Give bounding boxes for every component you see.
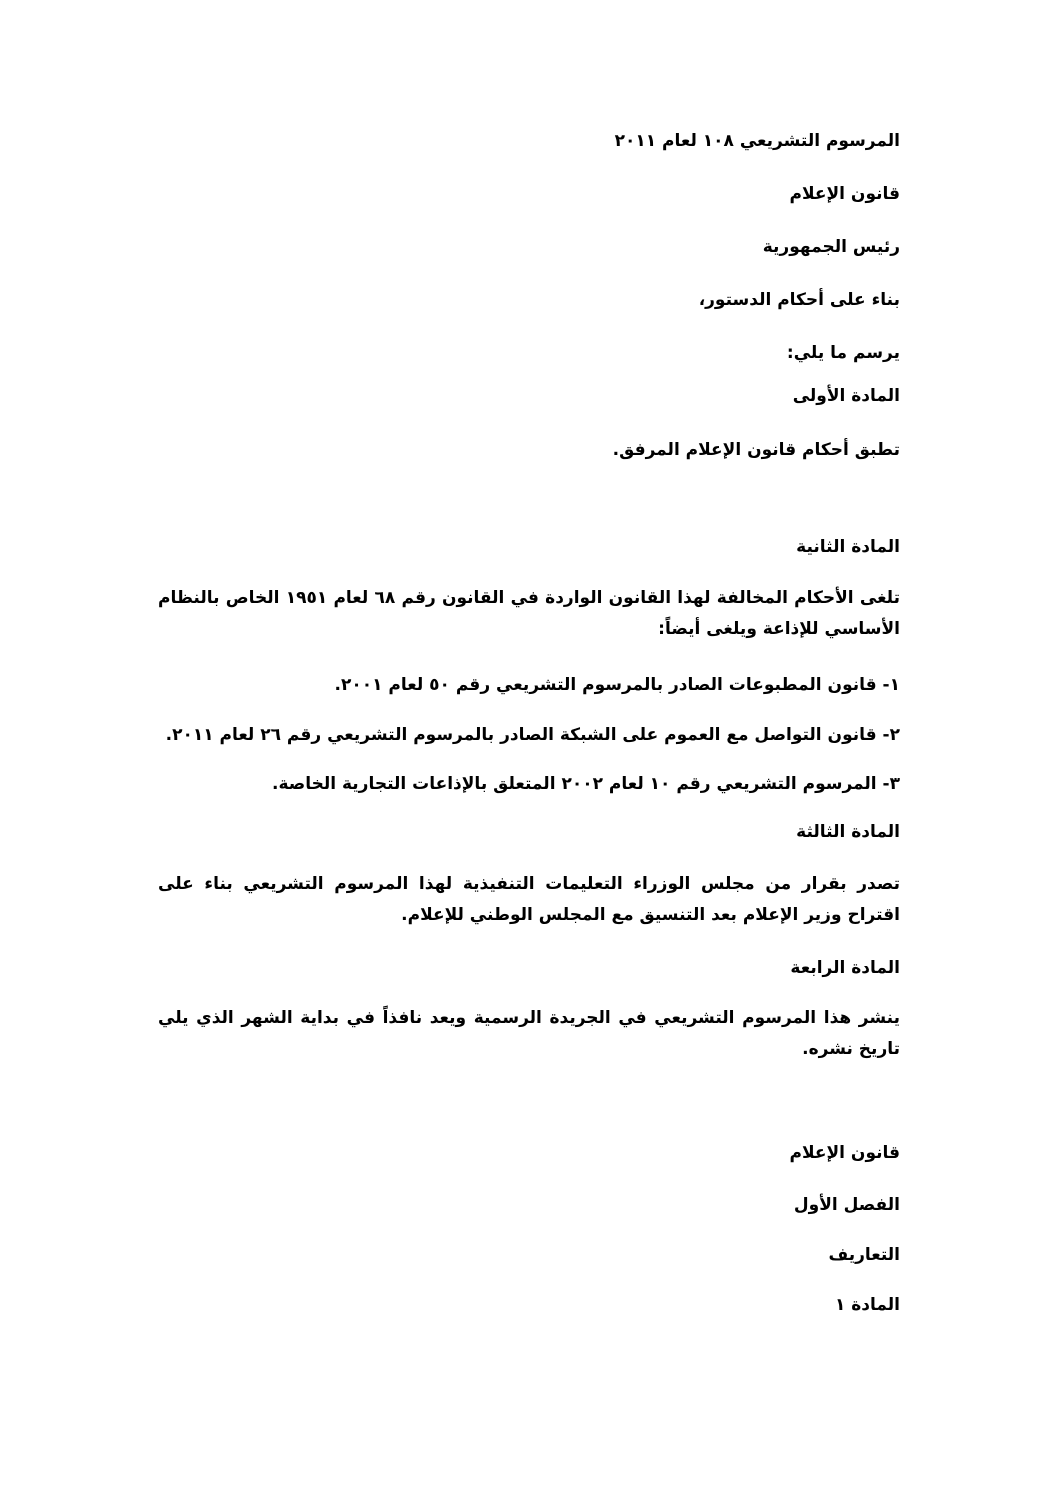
article-four-heading: المادة الرابعة	[790, 958, 900, 978]
article-one-heading: المادة الأولى	[792, 386, 900, 406]
chapter-one-heading: الفصل الأول	[793, 1195, 900, 1215]
definitions-heading: التعاريف	[828, 1245, 900, 1265]
article-four-text: ينشر هذا المرسوم التشريعي في الجريدة الرسمية ويعد نافذاً في بداية الشهر الذي يلي تاريخ نشره.	[158, 1008, 900, 1059]
repealed-item-3: ٣- المرسوم التشريعي رقم ١٠ لعام ٢٠٠٢ المتعلق بالإذاعات التجارية الخاصة.	[272, 774, 900, 794]
article-two-text: تلغى الأحكام المخالفة لهذا القانون الواردة في القانون رقم ٦٨ لعام ١٩٥١ الخاص بالنظام الأساسي للإذاعة ويلغى أيضاً:	[158, 588, 900, 639]
annex-title: قانون الإعلام	[789, 1143, 900, 1163]
decrees-line: يرسم ما يلي:	[786, 343, 900, 363]
president-line: رئيس الجمهورية	[762, 237, 900, 257]
law-title: قانون الإعلام	[789, 184, 900, 204]
article-three-heading: المادة الثالثة	[796, 822, 900, 842]
repealed-item-1: ١- قانون المطبوعات الصادر بالمرسوم التشريعي رقم ٥٠ لعام ٢٠٠١.	[334, 675, 900, 695]
repealed-item-2: ٢- قانون التواصل مع العموم على الشبكة الصادر بالمرسوم التشريعي رقم ٢٦ لعام ٢٠١١.	[165, 725, 900, 745]
article-two-heading: المادة الثانية	[796, 537, 900, 557]
constitution-line: بناء على أحكام الدستور،	[698, 290, 900, 310]
article-three-text: تصدر بقرار من مجلس الوزراء التعليمات التنفيذية لهذا المرسوم التشريعي بناء على اقتراح وزير الإعلام بعد التنسيق مع المجلس الوطني للإعلام.	[158, 874, 900, 925]
article-one-text: تطبق أحكام قانون الإعلام المرفق.	[612, 440, 900, 460]
article-1-label: المادة ١	[834, 1295, 900, 1315]
decree-title: المرسوم التشريعي ١٠٨ لعام ٢٠١١	[614, 131, 900, 151]
